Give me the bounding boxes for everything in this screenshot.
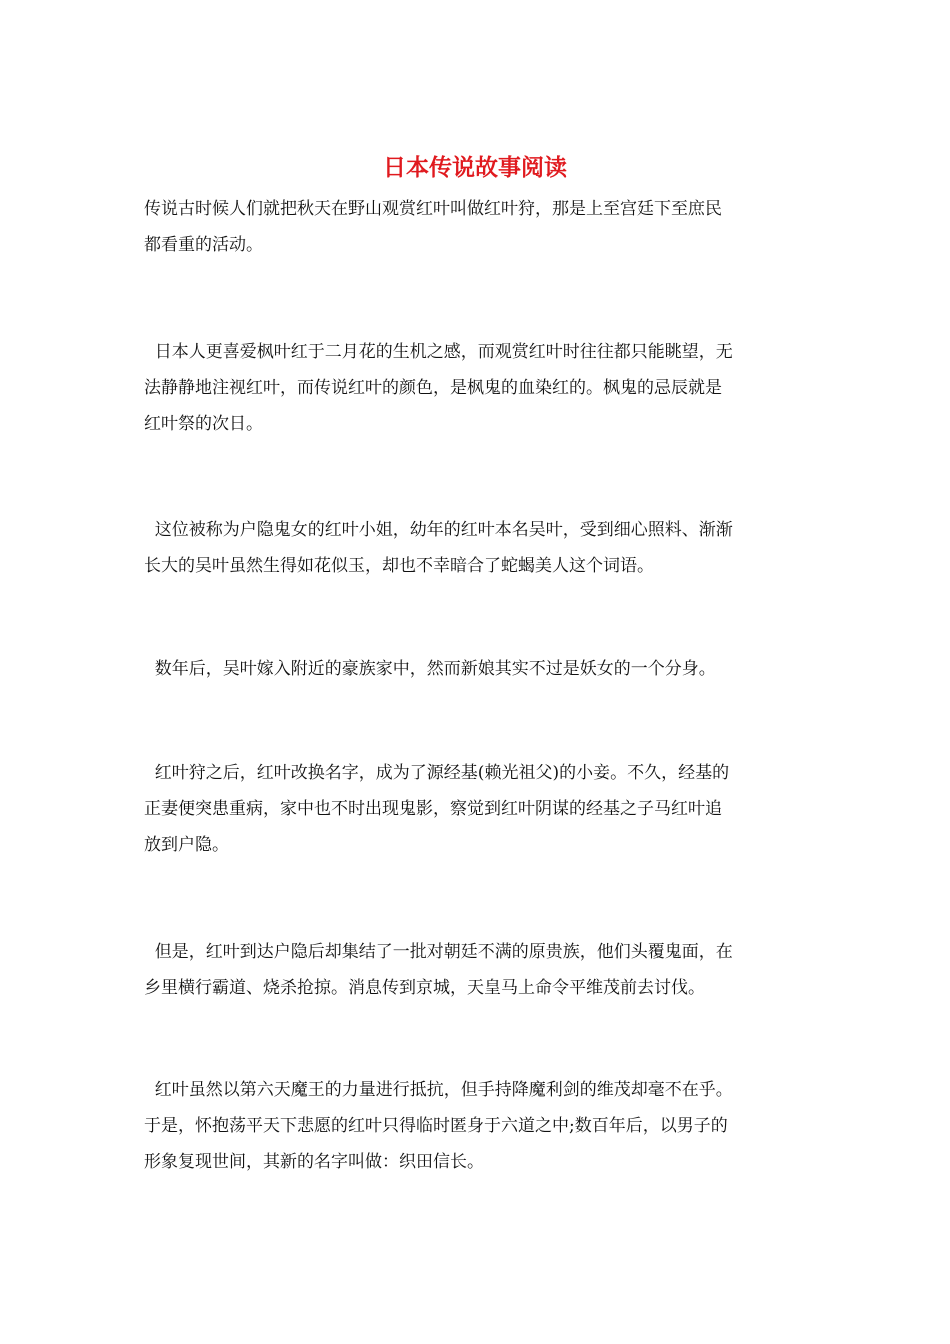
paragraph-line: 红叶狩之后，红叶改换名字，成为了源经基(赖光祖父)的小妾。不久，经基的 [144,763,730,783]
document-title: 日本传说故事阅读 [383,154,567,181]
paragraph-1 [144,191,812,263]
paragraph-3 [144,512,812,584]
paragraph-line: 红叶祭的次日。 [144,414,263,434]
paragraph-line: 数年后，吴叶嫁入附近的豪族家中，然而新娘其实不过是妖女的一个分身。 [144,659,716,679]
paragraph-4 [144,651,812,687]
paragraph-line: 长大的吴叶虽然生得如花似玉，却也不幸暗合了蛇蝎美人这个词语。 [144,556,654,576]
paragraph-line: 正妻便突患重病，家中也不时出现鬼影，察觉到红叶阴谋的经基之子马红叶追 [144,799,722,819]
paragraph-line: 于是，怀抱荡平天下悲愿的红叶只得临时匿身于六道之中;数百年后，以男子的 [144,1116,728,1136]
paragraph-line: 红叶虽然以第六天魔王的力量进行抵抗，但手持降魔利剑的维茂却毫不在乎。 [144,1080,733,1100]
paragraph-5 [144,755,812,863]
paragraph-line: 这位被称为户隐鬼女的红叶小姐，幼年的红叶本名吴叶，受到细心照料、渐渐 [144,520,733,540]
paragraph-7 [144,1072,812,1180]
paragraph-line: 放到户隐。 [144,835,229,855]
paragraph-line: 传说古时候人们就把秋天在野山观赏红叶叫做红叶狩，那是上至宫廷下至庶民 [144,199,722,219]
paragraph-line: 法静静地注视红叶，而传说红叶的颜色，是枫鬼的血染红的。枫鬼的忌辰就是 [144,378,722,398]
paragraph-line: 都看重的活动。 [144,235,263,255]
paragraph-line: 乡里横行霸道、烧杀抢掠。消息传到京城，天皇马上命令平维茂前去讨伐。 [144,978,705,998]
paragraph-line: 日本人更喜爱枫叶红于二月花的生机之感，而观赏红叶时往往都只能眺望，无 [144,342,733,362]
paragraph-line: 形象复现世间，其新的名字叫做：织田信长。 [144,1152,484,1172]
paragraph-line: 但是，红叶到达户隐后却集结了一批对朝廷不满的原贵族，他们头覆鬼面，在 [144,942,733,962]
paragraph-2 [144,334,812,442]
paragraph-6 [144,934,812,1006]
